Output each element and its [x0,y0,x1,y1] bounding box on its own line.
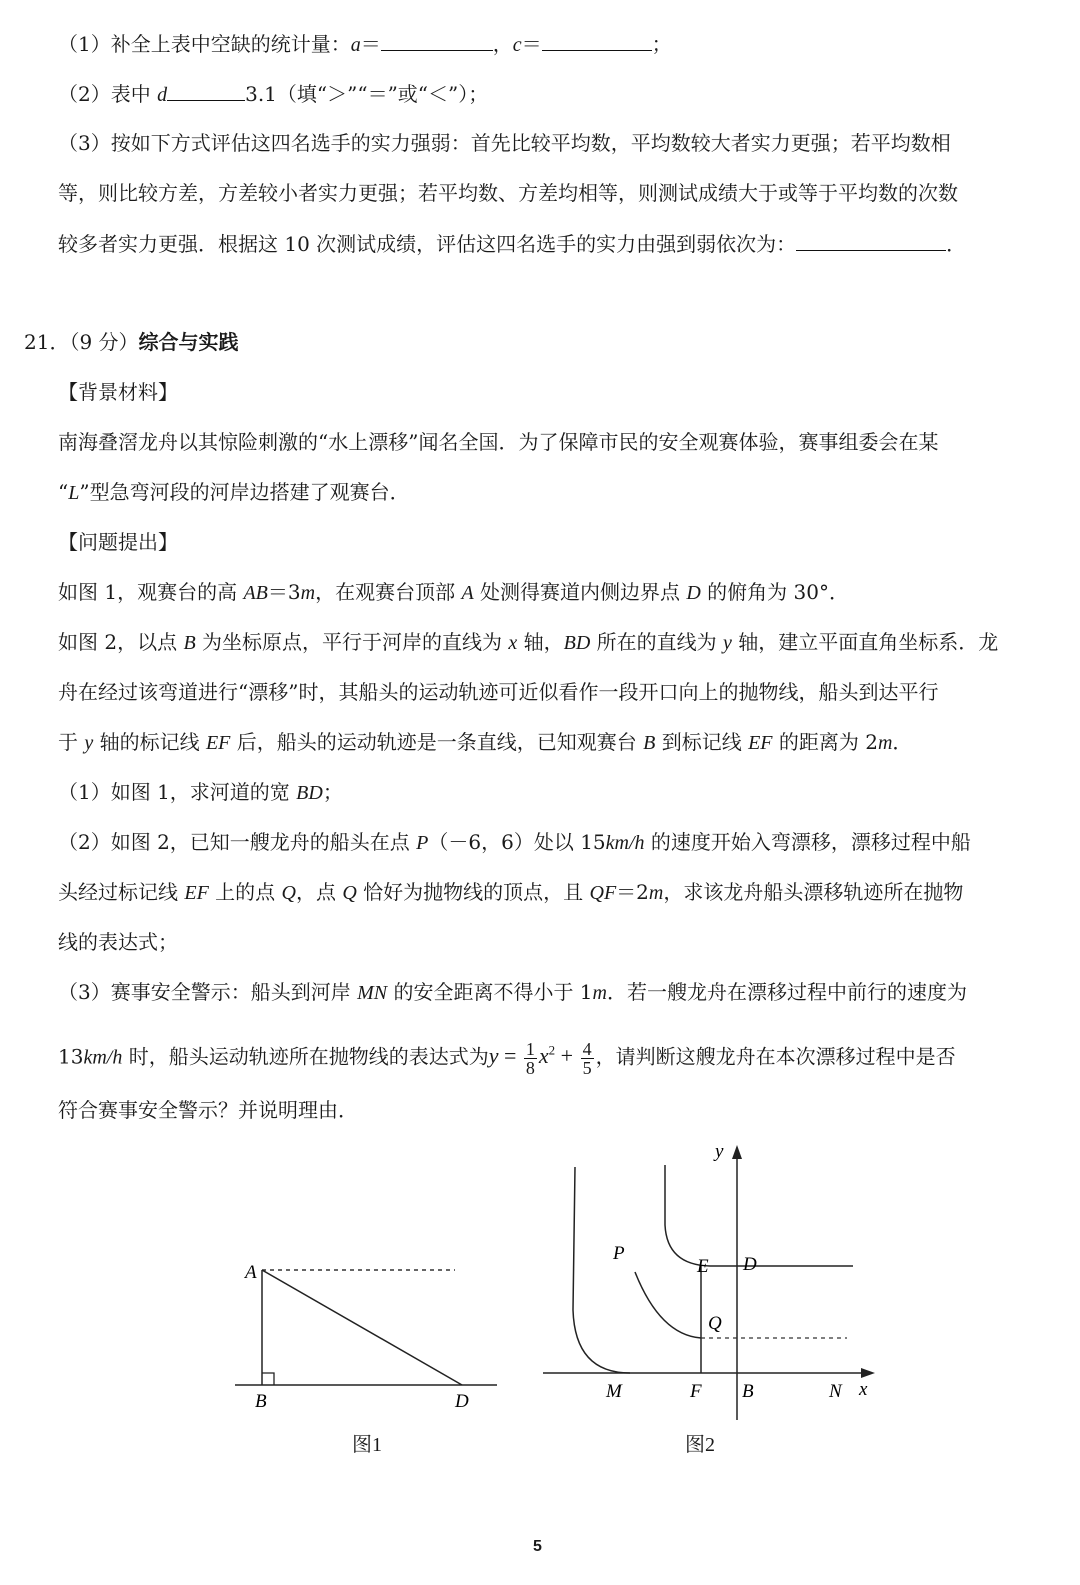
label-D: D [455,1391,469,1412]
sightline-AD [262,1270,462,1385]
q20-part3-line3: 较多者实力更强．根据这 10 次测试成绩，评估这四名选手的实力由强到弱依次为： ． [58,232,967,256]
figure2-caption: 图2 [685,1434,715,1456]
label-P: P [613,1243,625,1264]
label-D: D [743,1254,757,1275]
subquestion-3-line3: 符合赛事安全警示？并说明理由． [58,1098,358,1122]
label-Q: Q [708,1313,722,1334]
page-number: 5 [533,1538,542,1555]
q20-part3-line2: 等，则比较方差，方差较小者实力更强；若平均数、方差均相等，则测试成绩大于或等于平均数的次数 [58,181,958,205]
background-label: 【背景材料】 [58,380,178,404]
outer-river-bank [573,1167,630,1373]
background-line1: 南海叠滘龙舟以其惊险刺激的“水上漂移”闻名全国．为了保障市民的安全观赛体验，赛事组委会在某 [58,430,939,454]
q21-header: 21．（9 分）综合与实践 [24,330,239,354]
y-axis-arrow [732,1145,742,1159]
label-M: M [606,1381,622,1402]
figure2-description-line2: 舟在经过该弯道进行“漂移”时，其船头的运动轨迹可近似看作一段开口向上的抛物线，船头到达平行 [58,680,939,704]
fraction-one-eighth: $\frac{1}{8}$ [525,1038,535,1078]
label-F: F [690,1381,702,1402]
label-y: y [715,1141,724,1162]
subquestion-2-line1: （2）如图 2，已知一艘龙舟的船头在点 P（－6，6）处以 15km/h 的速度开始入弯漂移，漂移过程中船 [58,830,971,854]
background-line2: “L”型急弯河段的河岸边搭建了观赛台． [58,480,410,504]
figure1-caption: 图1 [352,1434,382,1456]
subquestion-3-line1: （3）赛事安全警示：船头到河岸 MN 的安全距离不得小于 1m．若一艘龙舟在漂移过程中前行的速度为 [58,980,967,1004]
label-B: B [742,1381,754,1402]
answer-blank-d[interactable] [167,80,245,101]
figure1-diagram [225,1250,510,1415]
answer-blank-ranking[interactable] [796,230,946,251]
label-x: x [859,1379,868,1400]
subquestion-1: （1）如图 1，求河道的宽 BD； [58,780,343,804]
q20-part2: （2）表中 d 3.1（填“＞”“＝”或“＜”）； [58,82,489,106]
label-E: E [697,1256,709,1277]
figure2-description-line1: 如图 2，以点 B 为坐标原点，平行于河岸的直线为 x 轴，BD 所在的直线为 y 轴，建立平面直角坐标系．龙 [58,630,999,654]
subquestion-2-line3: 线的表达式； [58,930,178,954]
label-N: N [829,1381,842,1402]
parabola-expression: y = $\frac{1}{8}$ $x^2$ + $\frac{4}{5}$ [488,1038,592,1078]
label-B: B [255,1391,267,1412]
label-A: A [245,1262,257,1283]
figure2-description-line3: 于 y 轴的标记线 EF 后，船头的运动轨迹是一条直线，已知观赛台 B 到标记线 EF 的距离为 2m． [58,730,913,754]
q20-part1: （1）补全上表中空缺的统计量：a＝ ，c＝ ； [58,32,672,56]
right-angle-marker [262,1373,274,1385]
subquestion-2-line2: 头经过标记线 EF 上的点 Q，点 Q 恰好为抛物线的顶点，且 QF＝2m，求该龙舟船头漂移轨迹所在抛物 [58,880,964,904]
inner-river-bank [665,1165,853,1266]
figure1-description: 如图 1，观赛台的高 AB＝3m，在观赛台顶部 A 处测得赛道内侧边界点 D 的俯角为 30°． [58,580,849,604]
figure2-diagram [535,1135,895,1430]
subquestion-3-line2: 13km/h 时，船头运动轨迹所在抛物线的表达式为y = $\frac{1}{8}$ $x^2$ + $\frac{4}{5}$ ，请判断这艘龙舟在本次漂移过程中是否 [58,1038,956,1078]
q20-part3-line1: （3）按如下方式评估这四名选手的实力强弱：首先比较平均数，平均数较大者实力更强；若平均数相 [58,131,951,155]
answer-blank-c[interactable] [542,30,652,51]
problem-label: 【问题提出】 [58,530,178,554]
answer-blank-a[interactable] [381,30,493,51]
fraction-four-fifths: $\frac{4}{5}$ [582,1038,592,1078]
parabola-trajectory [635,1272,701,1338]
x-axis-arrow [861,1368,875,1378]
